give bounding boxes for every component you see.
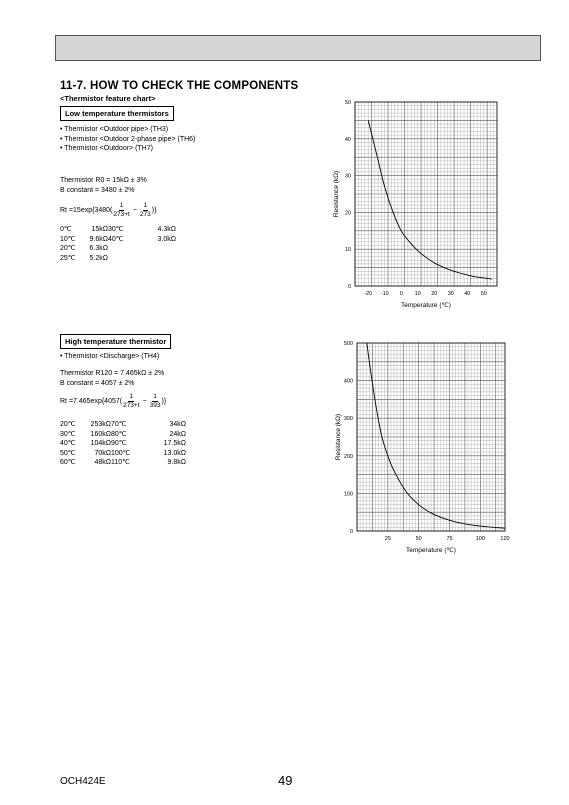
- formula-suffix: )}: [151, 207, 157, 214]
- fraction-denominator: 273+t: [123, 402, 140, 409]
- x-tick-label: 25: [384, 536, 391, 542]
- table-row: [60, 254, 176, 264]
- table-cell: 4.3kΩ: [157, 226, 176, 233]
- y-tick-label: 40: [344, 136, 351, 143]
- low-formula: [60, 202, 156, 219]
- table-cell: 70℃: [111, 421, 127, 428]
- y-tick-label: 300: [343, 416, 353, 423]
- table-row: [60, 430, 186, 440]
- table-cell: 80℃: [111, 430, 127, 438]
- table-row: [60, 439, 186, 449]
- fraction-denominator: 273: [139, 211, 151, 218]
- fraction: [140, 202, 151, 219]
- table-cell: 50℃: [60, 449, 76, 457]
- bullet-item: • Thermistor <Outdoor pipe> (TH3): [60, 126, 169, 133]
- table-cell: 30℃: [60, 430, 76, 438]
- high-formula: [60, 393, 166, 410]
- formula-prefix: Rt =7.465exp{4057(: [60, 398, 123, 405]
- table-cell: 70kΩ: [94, 449, 111, 457]
- table-cell: 104kΩ: [90, 440, 111, 447]
- table-cell: [150, 254, 176, 264]
- table-cell: [108, 244, 150, 254]
- low-temp-chart: [325, 92, 505, 314]
- formula-minus: −: [132, 207, 137, 214]
- section-title: 11-7. HOW TO CHECK THE COMPONENTS: [60, 80, 299, 92]
- table-cell: [150, 244, 176, 254]
- table-row: [60, 235, 176, 245]
- table-cell: 40℃: [60, 440, 76, 447]
- low-temp-bullets: [60, 125, 195, 154]
- y-tick-label: 10: [344, 247, 351, 254]
- y-tick-label: 500: [343, 341, 353, 347]
- x-tick-label: 10: [414, 291, 421, 297]
- fraction-denominator: 393: [149, 402, 161, 409]
- y-tick-label: 100: [343, 491, 353, 498]
- low-r0-spec: Thermistor R0 = 15kΩ ± 3%: [60, 177, 147, 184]
- x-axis-label: Temperature (℃): [406, 547, 456, 554]
- x-tick-label: 0: [399, 291, 403, 297]
- table-row: [60, 449, 186, 459]
- table-cell: 25℃: [60, 254, 76, 262]
- formula-suffix: )}: [161, 398, 167, 405]
- fraction-denominator: 273+t: [113, 211, 130, 218]
- table-cell: 24kΩ: [169, 430, 186, 438]
- fraction-numerator: 1: [129, 393, 134, 400]
- high-r120-spec: Thermistor R120 = 7.465kΩ ± 2%: [60, 370, 165, 377]
- table-cell: 90℃: [111, 440, 127, 447]
- fraction-numerator: 1: [143, 202, 148, 209]
- x-tick-label: 75: [446, 536, 453, 542]
- fraction: [113, 202, 129, 219]
- y-axis-label: Resistance (kΩ): [335, 413, 342, 461]
- table-cell: 34kΩ: [169, 421, 186, 428]
- table-cell: 30℃: [108, 226, 124, 233]
- high-b-constant: B constant = 4057 ± 2%: [60, 380, 135, 387]
- table-row: [60, 458, 186, 468]
- y-tick-label: 0: [347, 284, 351, 290]
- chart-grid: [357, 343, 505, 531]
- table-cell: 5.2kΩ: [89, 254, 108, 262]
- table-row: [60, 420, 186, 430]
- formula-prefix: Rt =15exp{3480(: [60, 207, 113, 214]
- y-tick-label: 400: [343, 378, 353, 385]
- low-temp-box-label: Low temperature thermistors: [60, 106, 174, 121]
- x-tick-label: -20: [364, 291, 373, 297]
- table-cell: 6.3kΩ: [89, 245, 108, 252]
- table-cell: 253kΩ: [90, 421, 111, 428]
- table-cell: 48kΩ: [94, 459, 111, 466]
- fraction-numerator: 1: [119, 202, 124, 209]
- formula-minus: −: [142, 398, 147, 405]
- high-temp-chart: [325, 335, 515, 560]
- model-code: OCH424E: [60, 776, 106, 787]
- fraction: [123, 393, 139, 410]
- high-temp-box-label: High temperature thermistor: [60, 334, 171, 349]
- table-cell: 15kΩ: [91, 226, 108, 233]
- bullet-item: • Thermistor <Outdoor> (TH7): [60, 145, 153, 152]
- x-tick-label: 20: [431, 291, 438, 297]
- fraction: [150, 393, 161, 410]
- chart-grid: [355, 102, 497, 286]
- y-tick-label: 50: [344, 100, 351, 106]
- y-tick-label: 0: [349, 529, 353, 535]
- x-tick-label: 40: [464, 291, 471, 297]
- table-row: [60, 225, 176, 235]
- x-tick-label: -10: [380, 291, 389, 297]
- table-cell: 20℃: [60, 421, 76, 428]
- table-cell: 17.5kΩ: [163, 440, 186, 447]
- table-cell: 9.8kΩ: [167, 459, 186, 466]
- x-tick-label: 50: [480, 291, 487, 297]
- low-resistance-table: [60, 225, 176, 263]
- y-tick-label: 200: [343, 453, 353, 460]
- x-tick-label: 30: [447, 291, 454, 297]
- table-cell: 20℃: [60, 245, 76, 252]
- resistance-curve: [368, 120, 492, 279]
- table-cell: 160kΩ: [90, 430, 111, 438]
- page-number: 49: [278, 773, 293, 788]
- y-tick-label: 20: [344, 210, 351, 217]
- fraction-numerator: 1: [153, 393, 157, 400]
- table-cell: 60℃: [60, 459, 76, 466]
- y-axis-label: Resistance (kΩ): [333, 170, 340, 218]
- table-cell: 10℃: [60, 235, 76, 243]
- table-cell: 40℃: [108, 235, 124, 243]
- table-cell: [108, 254, 150, 264]
- x-tick-label: 120: [500, 536, 510, 542]
- low-b-constant: B constant = 3480 ± 2%: [60, 187, 135, 194]
- table-row: [60, 244, 176, 254]
- x-axis-label: Temperature (℃): [401, 302, 451, 309]
- table-cell: 3.0kΩ: [157, 235, 176, 243]
- high-temp-bullets: [60, 352, 159, 362]
- y-tick-label: 30: [344, 173, 351, 180]
- bullet-item: • Thermistor <Outdoor 2-phase pipe> (TH6): [60, 135, 196, 143]
- header-bar: [55, 35, 541, 61]
- high-resistance-table: [60, 420, 186, 468]
- section-subtitle: <Thermistor feature chart>: [60, 94, 156, 103]
- bullet-item: • Thermistor <Discharge> (TH4): [60, 353, 160, 360]
- table-cell: 0℃: [60, 226, 72, 233]
- table-cell: 9.6kΩ: [89, 235, 108, 243]
- x-tick-label: 100: [475, 536, 485, 542]
- table-cell: 13.0kΩ: [163, 449, 186, 457]
- x-tick-label: 50: [415, 536, 422, 542]
- table-cell: 110℃: [111, 459, 131, 466]
- table-cell: 100℃: [111, 449, 131, 457]
